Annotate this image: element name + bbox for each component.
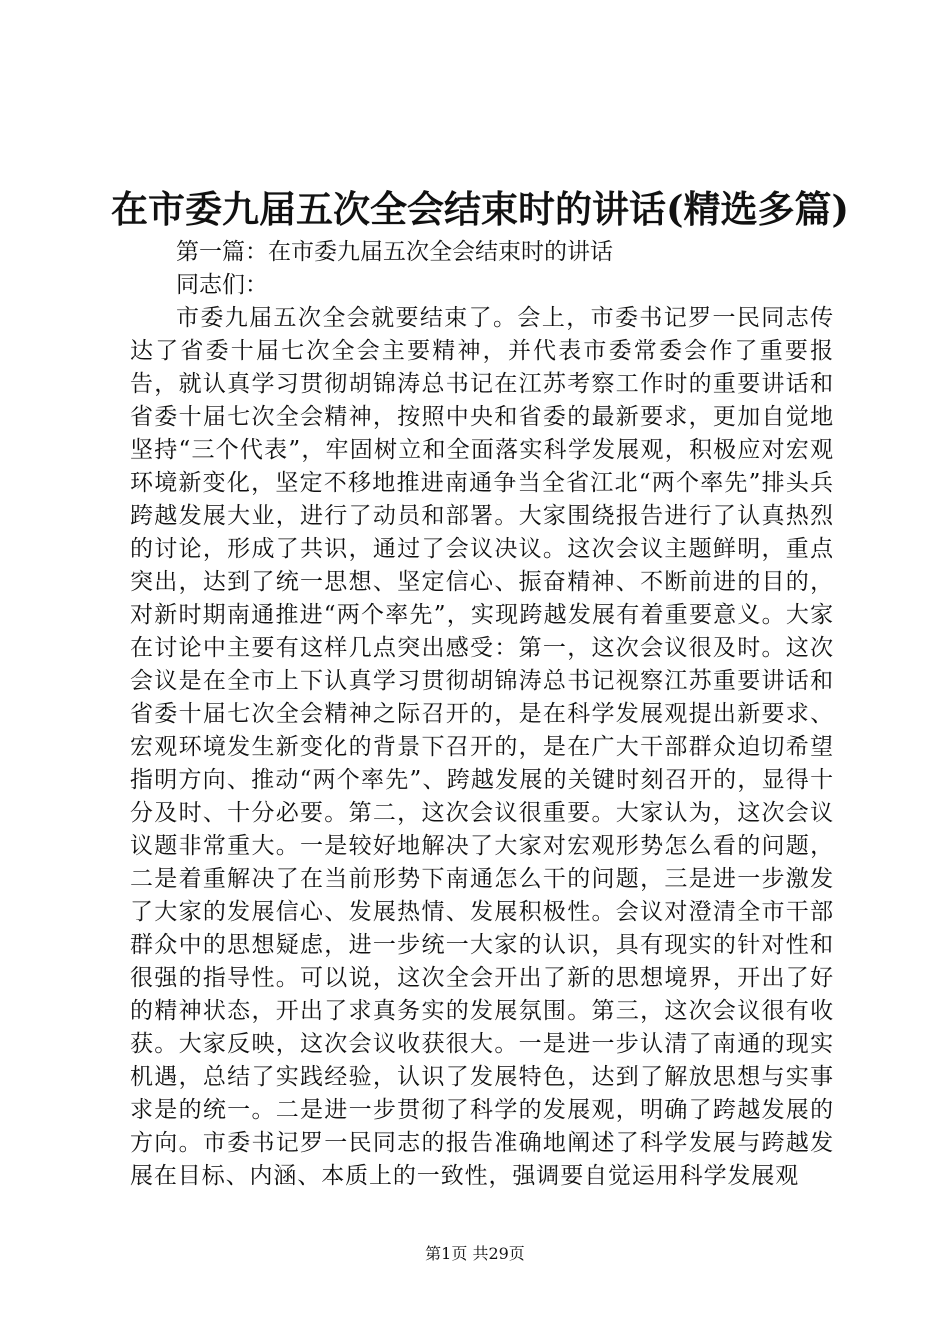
salutation: 同志们： [176, 272, 268, 298]
page-number-footer: 第1页 共29页 [425, 1244, 525, 1263]
section-heading: 第一篇：在市委九届五次全会结束时的讲话 [176, 239, 613, 265]
document-body [130, 236, 834, 1193]
body-paragraph: 市委九届五次全会就要结束了。会上，市委书记罗一民同志传达了省委十届七次全会主要精神，并代表市委常委会作了重要报告，就认真学习贯彻胡锦涛总书记在江苏考察工作时的重要讲话和省委十届七次全会精神，按照中央和省委的最新要求，更加自觉地坚持“三个代表”，牢固树立和全面落实科学发展观，积极应对宏观环境新变化，坚定不移地推进南通争当全省江北“两个率先”排头兵跨越发展大业，进行了动员和部署。大家围绕报告进行了认真热烈的讨论，形成了共识，通过了会议决议。这次会议主题鲜明，重点突出，达到了统一思想、坚定信心、振奋精神、不断前进的目的，对新时期南通推进“两个率先”，实现跨越发展有着重要意义。大家在讨论中主要有这样几点突出感受：第一，这次会议很及时。这次会议是在全市上下认真学习贯彻胡锦涛总书记视察江苏重要讲话和省委十届七次全会精神之际召开的，是在科学发展观提出新要求、宏观环境发生新变化的背景下召开的，是在广大干部群众迫切希望指明方向、推动“两个率先”、跨越发展的关键时刻召开的，显得十分及时、十分必要。第二，这次会议很重要。大家认为，这次会议议题非常重大。一是较好地解决了大家对宏观形势怎么看的问题，二是着重解决了在当前形势下南通怎么干的问题，三是进一步激发了大家的发展信心、发展热情、发展积极性。会议对澄清全市干部群众中的思想疑虑，进一步统一大家的认识，具有现实的针对性和很强的指导性。可以说，这次全会开出了新的思想境界，开出了好的精神状态，开出了求真务实的发展氛围。第三，这次会议很有收获。大家反映，这次会议收获很大。一是进一步认清了南通的现实机遇，总结了实践经验，认识了发展特色，达到了解放思想与实事求是的统一。二是进一步贯彻了科学的发展观，明确了跨越发展的方向。市委书记罗一民同志的报告准确地阐述了科学发展与跨越发展在目标、内涵、本质上的一致性，强调要自觉运用科学发展观 [130, 305, 834, 1189]
document-title: 在市委九届五次全会结束时的讲话(精选多篇) [110, 187, 849, 231]
